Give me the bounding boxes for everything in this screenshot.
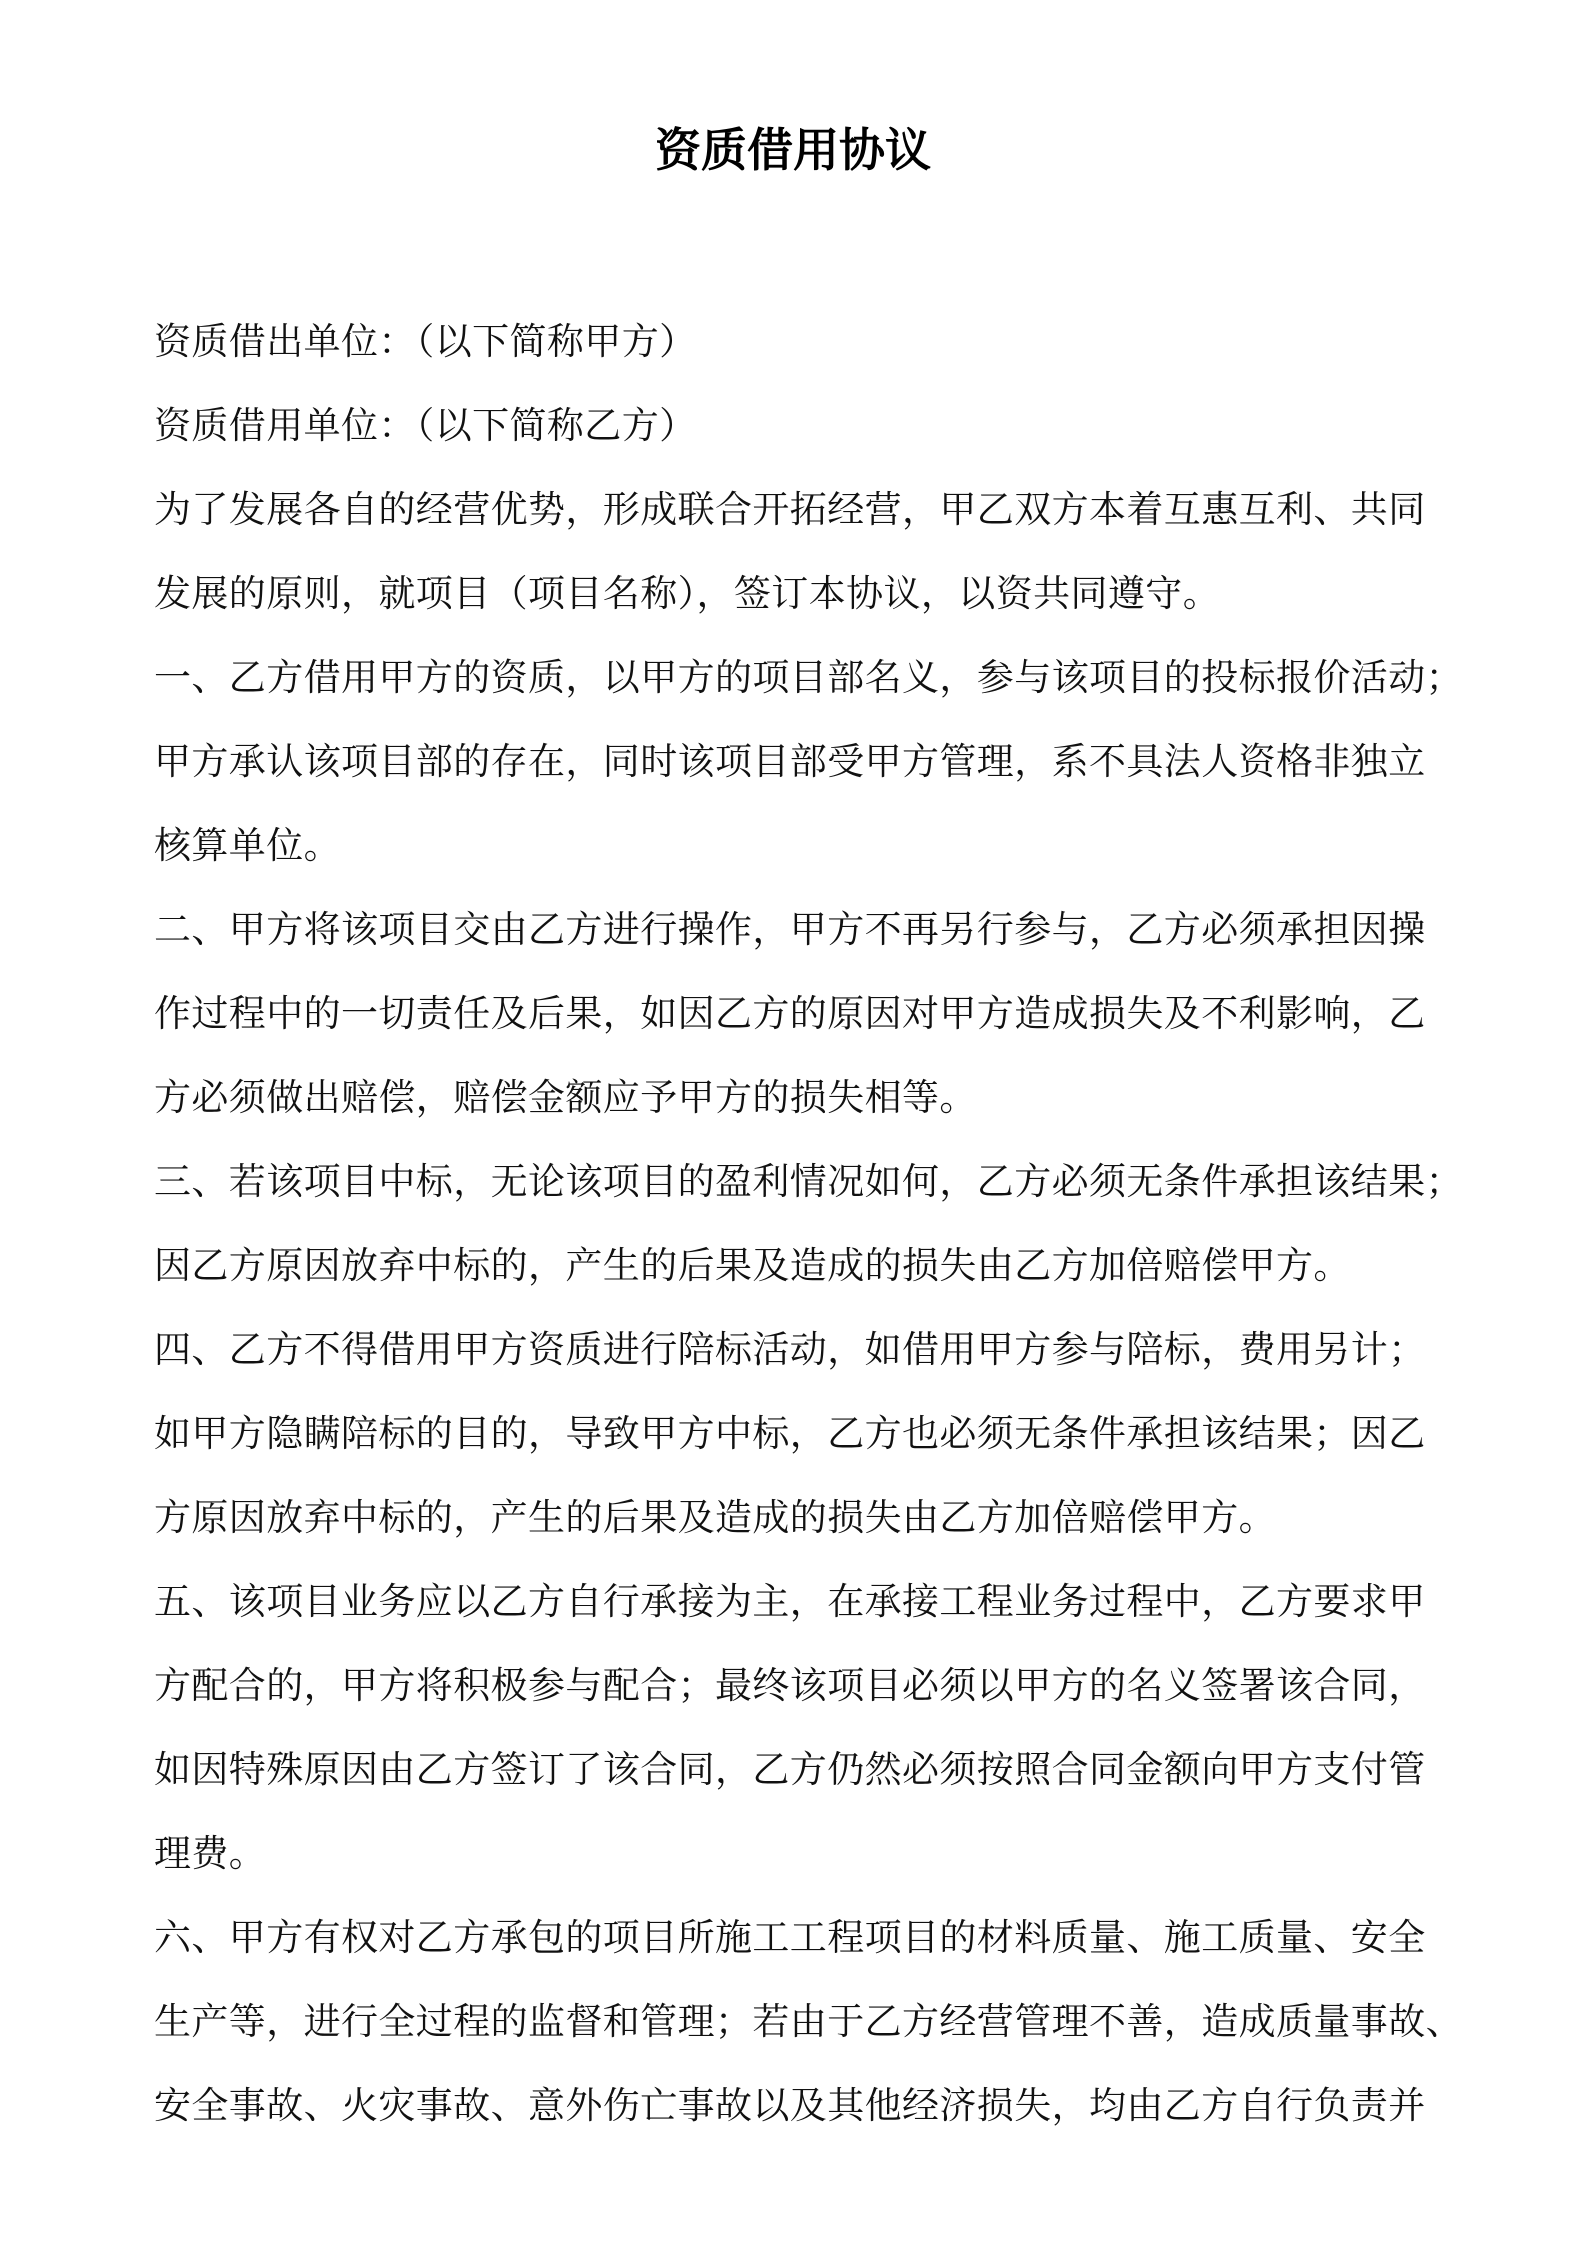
clause-2-line: 方必须做出赔偿，赔偿金额应予甲方的损失相等。	[154, 1076, 977, 1119]
document-title: 资质借用协议	[655, 123, 931, 177]
clause-4-line: 方原因放弃中标的，产生的后果及造成的损失由乙方加倍赔偿甲方。	[154, 1496, 1276, 1539]
clause-6-line: 安全事故、火灾事故、意外伤亡事故以及其他经济损失，均由乙方自行负责并	[154, 2084, 1426, 2127]
clause-4-line: 如甲方隐瞒陪标的目的，导致甲方中标，乙方也必须无条件承担该结果；因乙	[154, 1412, 1426, 1455]
clause-2-line: 作过程中的一切责任及后果，如因乙方的原因对甲方造成损失及不利影响，乙	[154, 992, 1426, 1035]
clause-2-line: 二、甲方将该项目交由乙方进行操作，甲方不再另行参与，乙方必须承担因操	[154, 908, 1426, 951]
document-body	[154, 300, 1463, 2148]
party-b-line: 资质借用单位：（以下简称乙方）	[154, 404, 697, 447]
clause-1-line: 核算单位。	[154, 824, 341, 867]
clause-6-line: 生产等，进行全过程的监督和管理；若由于乙方经营管理不善，造成质量事故、	[154, 2000, 1463, 2043]
clause-1-line: 甲方承认该项目部的存在，同时该项目部受甲方管理，系不具法人资格非独立	[154, 740, 1426, 783]
preamble-line: 发展的原则，就项目（项目名称），签订本协议，以资共同遵守。	[154, 572, 1221, 615]
clause-5-line: 方配合的，甲方将积极参与配合；最终该项目必须以甲方的名义签署该合同，	[154, 1664, 1426, 1707]
clause-5-line: 如因特殊原因由乙方签订了该合同，乙方仍然必须按照合同金额向甲方支付管	[154, 1748, 1426, 1791]
preamble-line: 为了发展各自的经营优势，形成联合开拓经营，甲乙双方本着互惠互利、共同	[154, 488, 1426, 531]
clause-3-line: 三、若该项目中标，无论该项目的盈利情况如何，乙方必须无条件承担该结果；	[154, 1160, 1463, 1203]
party-a-line: 资质借出单位：（以下简称甲方）	[154, 320, 697, 363]
clause-5-line: 五、该项目业务应以乙方自行承接为主，在承接工程业务过程中，乙方要求甲	[154, 1580, 1426, 1623]
clause-3-line: 因乙方原因放弃中标的，产生的后果及造成的损失由乙方加倍赔偿甲方。	[154, 1244, 1351, 1287]
clause-4-line: 四、乙方不得借用甲方资质进行陪标活动，如借用甲方参与陪标，费用另计；	[154, 1328, 1426, 1371]
clause-6-line: 六、甲方有权对乙方承包的项目所施工工程项目的材料质量、施工质量、安全	[154, 1916, 1426, 1959]
clause-5-line: 理费。	[154, 1832, 267, 1875]
clause-1-line: 一、乙方借用甲方的资质，以甲方的项目部名义，参与该项目的投标报价活动；	[154, 656, 1463, 699]
